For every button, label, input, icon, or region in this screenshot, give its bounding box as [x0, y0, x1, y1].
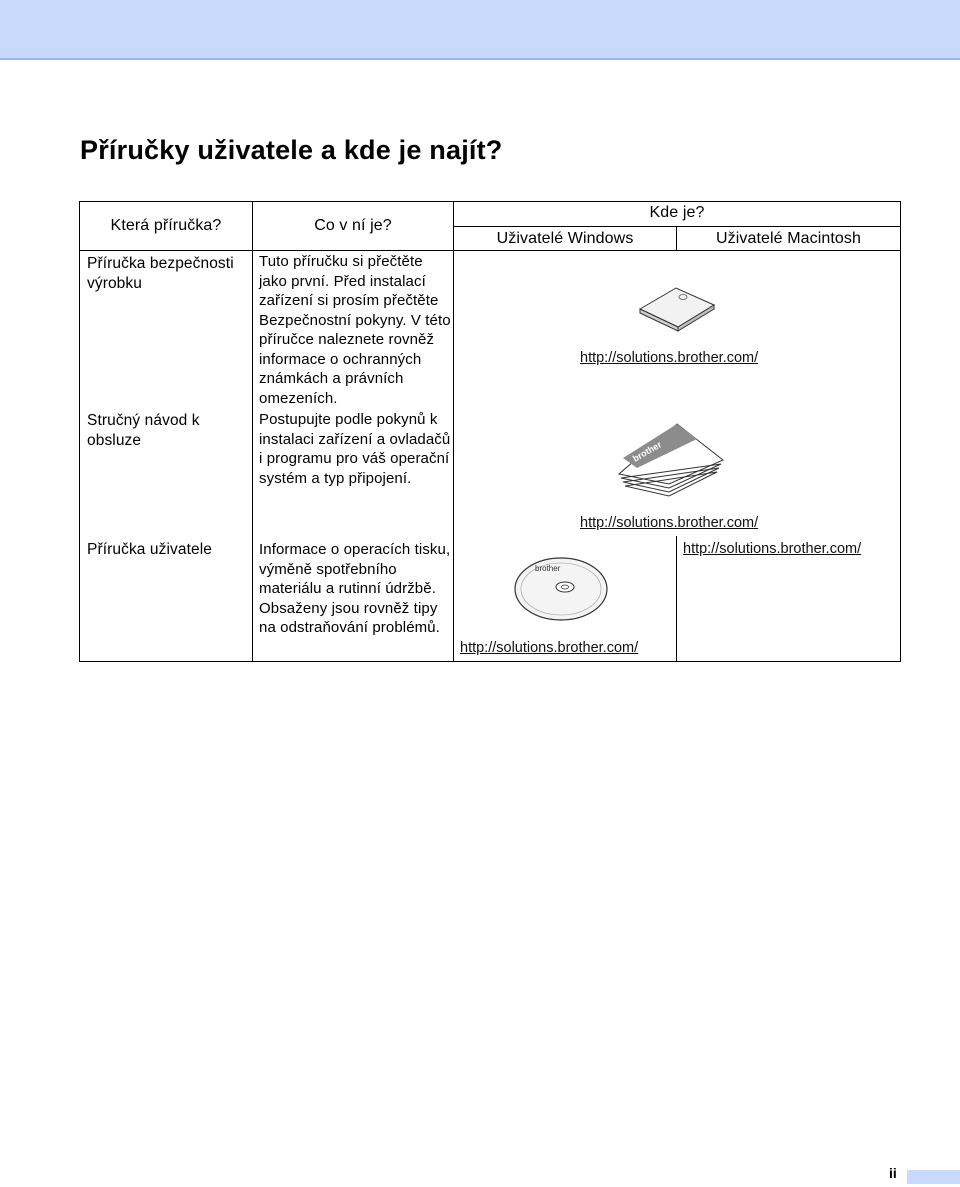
row-name-product-safety: Příručka bezpečnosti výrobku — [87, 255, 234, 292]
brother-manual-icon — [615, 422, 727, 502]
row-name-quick-setup: Stručný návod k obsluze — [87, 412, 200, 449]
cd-brand-label: brother — [535, 564, 561, 573]
brand-label: brother — [631, 439, 664, 464]
row-desc-quick-setup: Postupujte podle pokynů k instalaci zařízení a ovladačů i programu pro váš operační systém a typ připojení. — [259, 411, 451, 487]
page-number: ii — [889, 1165, 897, 1181]
row-link-product-safety[interactable]: http://solutions.brother.com/ — [580, 350, 759, 366]
row-desc-user-guide: Informace o operacích tisku, výměně spotřebního materiálu a rutinní údržbě. Obsaženy jsou rovněž tipy na odstraňování problémů. — [259, 541, 451, 636]
header-which-manual: Která příručka? — [110, 217, 222, 234]
header-mac-users: Uživatelé Macintosh — [715, 230, 862, 247]
row-desc-product-safety: Tuto příručku si přečtěte jako první. Před instalací zařízení si prosím přečtěte Bezpečnostní pokyny. V této příručce naleznete rovněž informace o ochranných známkách a právních omezeních. — [259, 253, 451, 407]
row-name-user-guide: Příručka uživatele — [87, 541, 212, 558]
header-contents: Co v ní je? — [314, 217, 392, 234]
header-location: Kde je? — [649, 204, 705, 221]
page-title: Příručky uživatele a kde je najít? — [80, 135, 503, 165]
header-windows-users: Uživatelé Windows — [496, 230, 634, 247]
cd-rom-icon — [511, 551, 611, 627]
header-band — [0, 0, 960, 60]
row-link-user-guide-mac[interactable]: http://solutions.brother.com/ — [683, 541, 862, 557]
page-number-tab — [907, 1170, 960, 1184]
row-link-quick-setup[interactable]: http://solutions.brother.com/ — [580, 515, 759, 531]
row-link-user-guide-windows[interactable]: http://solutions.brother.com/ — [460, 640, 639, 656]
booklet-icon — [638, 287, 718, 333]
